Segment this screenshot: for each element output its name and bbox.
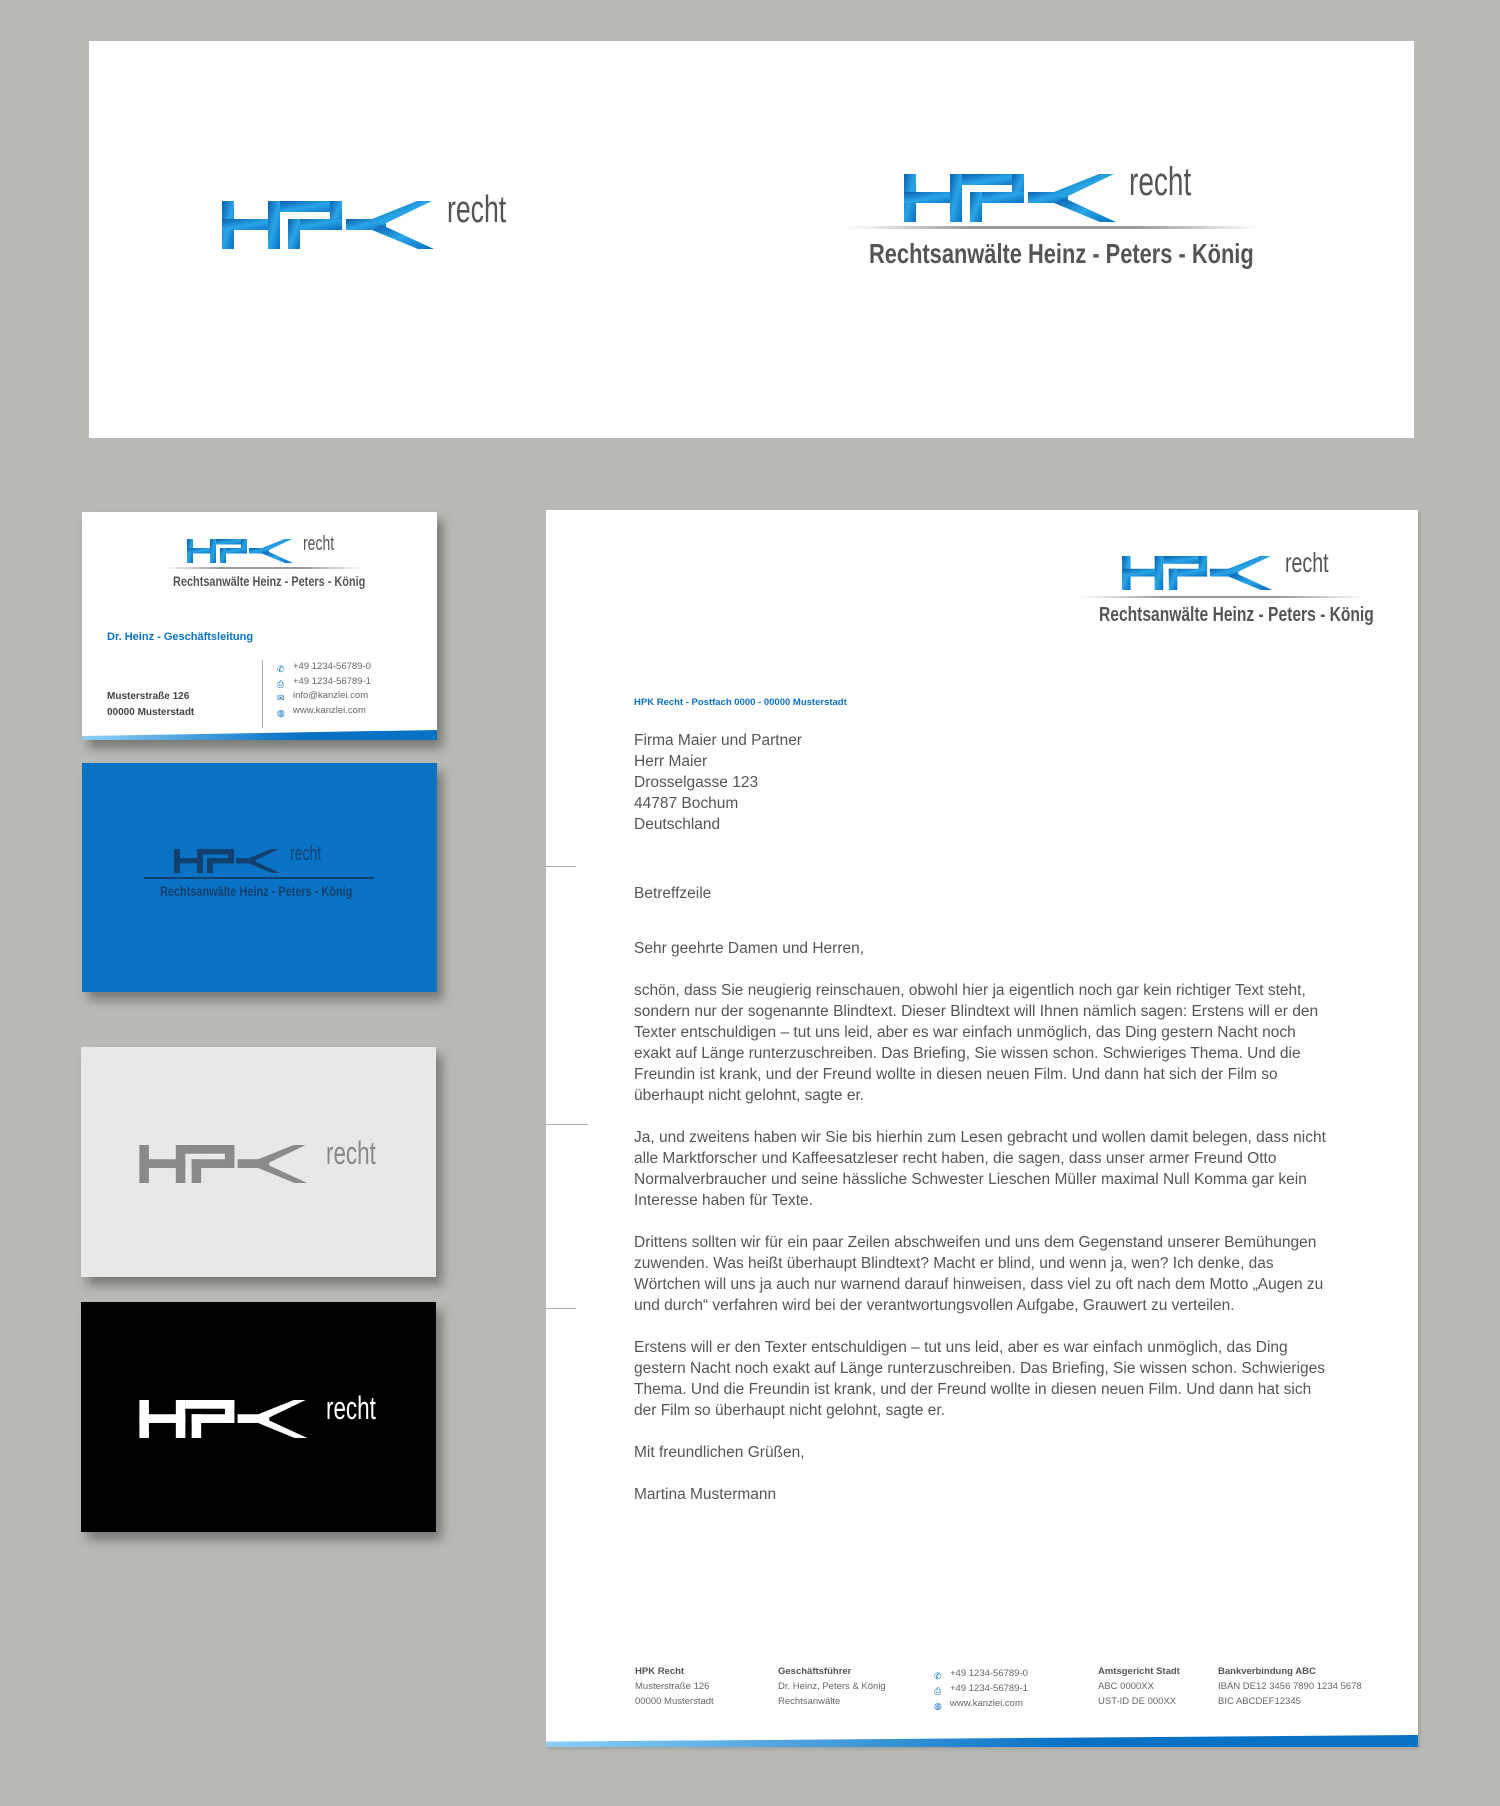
recipient-line: 44787 Bochum: [634, 795, 739, 812]
card-contact: [277, 660, 371, 718]
card-vertical-divider: [262, 660, 263, 728]
logo-tagline: Rechtsanwälte Heinz - Peters - König: [173, 573, 366, 589]
logo-suffix: recht: [303, 533, 335, 555]
fax-icon: ⎙: [277, 678, 285, 689]
card-web: www.kanzlei.com: [293, 704, 366, 716]
logo-suffix: recht: [326, 1135, 376, 1171]
logo-primary: [222, 189, 507, 249]
footer-company: [635, 1664, 714, 1709]
footer-management: [778, 1664, 886, 1709]
logo-tagline: Rechtsanwälte Heinz - Peters - König: [160, 883, 353, 899]
globe-icon: ◍: [277, 707, 285, 718]
footer-line: UST-ID DE 000XX: [1098, 1696, 1177, 1707]
footer-web: www.kanzlei.com: [950, 1698, 1023, 1709]
recipient-line: Drosselgasse 123: [634, 774, 759, 791]
salutation: Sehr geehrte Damen und Herren,: [634, 940, 865, 957]
hpk-logo-mark: [904, 174, 1124, 222]
card-address: [107, 689, 194, 721]
footer-heading: Bankverbindung ABC: [1218, 1666, 1316, 1677]
body-paragraph: Drittens sollten wir für ein paar Zeilen abschweifen und uns dem Gegenstand unserer Bemühungen zuwenden. Was heißt überhaupt Blindtext? Macht er blind, und wenn ja, wen? Ich denke, das Wörtchen will uns ja auch nur warnend darauf hinweisen, dass viel zu oft nach dem Motto „Augen zu und durch“ verfahren wird bei der verantwortungsvollen Aufgabe, Grauwert zu verteilen.: [634, 1234, 1324, 1314]
subject-line: Betreffzeile: [634, 885, 712, 902]
globe-icon: ◍: [934, 1700, 942, 1711]
logo-divider: [849, 226, 1259, 229]
logo-divider: [162, 567, 362, 569]
logo-tagline: Rechtsanwälte Heinz - Peters - König: [869, 238, 1254, 269]
closing: Mit freundlichen Grüßen,: [634, 1444, 805, 1461]
business-card-black: [81, 1302, 436, 1532]
card-street: Musterstraße 126: [107, 691, 190, 702]
card-name-title: Dr. Heinz - Geschäftsleitung: [107, 631, 254, 643]
recipient-line: Herr Maier: [634, 753, 708, 770]
footer-line: IBAN DE12 3456 7890 1234 5678: [1218, 1681, 1362, 1692]
recipient-line: Deutschland: [634, 816, 721, 833]
footer-line: Musterstraße 126: [635, 1681, 710, 1692]
footer-line: BIC ABCDEF12345: [1218, 1696, 1301, 1707]
hpk-logo-mark: [174, 849, 284, 873]
business-card-blue: [82, 763, 437, 992]
business-card-front: [82, 512, 437, 740]
letter-bottom-stripe: [546, 1735, 1418, 1747]
logo-suffix: recht: [1285, 547, 1329, 578]
fold-mark: [546, 1308, 576, 1309]
business-card-grey: [81, 1047, 436, 1277]
phone-icon: ✆: [934, 1670, 942, 1681]
logo-divider: [1079, 596, 1364, 598]
logo-suffix: recht: [447, 189, 507, 231]
hpk-logo-mark: [139, 1400, 314, 1438]
logo-divider: [144, 877, 374, 879]
recipient-line: Firma Maier und Partner: [634, 732, 802, 749]
logo-with-tagline: [869, 160, 1254, 269]
footer-heading: Geschäftsführer: [778, 1666, 852, 1677]
hpk-logo-mark: [222, 201, 442, 249]
card-bottom-stripe: [82, 730, 437, 740]
card-logo: [160, 843, 353, 899]
logo-tagline: Rechtsanwälte Heinz - Peters - König: [1099, 604, 1374, 626]
footer-phone: +49 1234-56789-0: [950, 1668, 1028, 1679]
card-city: 00000 Musterstadt: [107, 707, 195, 718]
hpk-logo-mark: [139, 1145, 314, 1183]
phone-icon: ✆: [277, 664, 285, 675]
logo-suffix: recht: [1129, 160, 1192, 204]
fold-mark: [546, 1124, 588, 1125]
mail-icon: ✉: [277, 693, 285, 704]
footer-bank: [1218, 1664, 1362, 1709]
logo-suffix: recht: [290, 843, 322, 865]
footer-line: Dr. Heinz, Peters & König: [778, 1681, 886, 1692]
logo-panel: [89, 41, 1414, 438]
footer-fax: +49 1234-56789-1: [950, 1683, 1028, 1694]
footer-heading: HPK Recht: [635, 1666, 685, 1677]
card-logo: [139, 1135, 376, 1188]
footer-contact: [934, 1666, 1028, 1711]
body-paragraph: Ja, und zweitens haben wir Sie bis hierhin zum Lesen gebracht und wollen damit belegen, dass nicht alle Marktforscher und Kaffeesatzleser recht haben, die sagen, dass unser armer Freund Otto Normalverbraucher und seine hässliche Schwester Lieschen Müller maximal Null Komma gar kein Interesse haben für Texte.: [634, 1129, 1326, 1209]
card-email: info@kanzlei.com: [293, 690, 369, 701]
footer-line: Rechtsanwälte: [778, 1696, 841, 1707]
card-logo: [173, 533, 366, 589]
footer-line: 00000 Musterstadt: [635, 1696, 714, 1707]
card-phone: +49 1234-56789-0: [293, 661, 371, 672]
body-paragraph: Erstens will er den Texter entschuldigen – tut uns leid, aber es war einfach unmöglich, das Ding gestern Nacht noch exakt auf Länge runterzuschreiben. Das Briefing, Sie wissen schon. Schwieriges Thema. Und die Freundin ist krank, und der Freund wollte in diesen neuen Film. Und dann hat sich der Film so überhaupt nicht gelohnt, sagte er.: [634, 1339, 1325, 1419]
letter-body: [634, 883, 1334, 1526]
recipient-address: [634, 730, 802, 835]
sender-line: HPK Recht - Postfach 0000 - 00000 Musterstadt: [634, 697, 847, 708]
body-paragraph: schön, dass Sie neugierig reinschauen, obwohl hier ja eigentlich noch gar kein richtiger Text steht, sondern nur der sogenannte Blindtext. Dieser Blindtext will Ihnen nämlich sagen: Erstens will er den Texter entschuldigen – tut uns leid, aber es war einfach unmöglich, das Ding gestern Nacht noch exakt auf Länge runterzuschreiben. Das Briefing, Sie wissen schon. Schwieriges Thema. Und die Freundin ist krank, und der Freund wollte in diesen neuen Film. Und dann hat sich der Film so überhaupt nicht gelohnt, sagte er.: [634, 982, 1319, 1104]
fold-mark: [546, 866, 576, 867]
hpk-logo-mark: [1121, 556, 1279, 590]
logo-suffix: recht: [326, 1390, 376, 1426]
letter-logo: [1099, 547, 1374, 626]
footer-court: [1098, 1664, 1180, 1709]
signature: Martina Mustermann: [634, 1486, 777, 1503]
card-fax: +49 1234-56789-1: [293, 675, 371, 687]
card-logo: [139, 1390, 376, 1443]
footer-line: ABC 0000XX: [1098, 1681, 1154, 1692]
footer-heading: Amtsgericht Stadt: [1098, 1666, 1180, 1677]
letterhead-page: [546, 510, 1418, 1747]
fax-icon: ⎙: [934, 1685, 942, 1696]
hpk-logo-mark: [187, 539, 297, 563]
